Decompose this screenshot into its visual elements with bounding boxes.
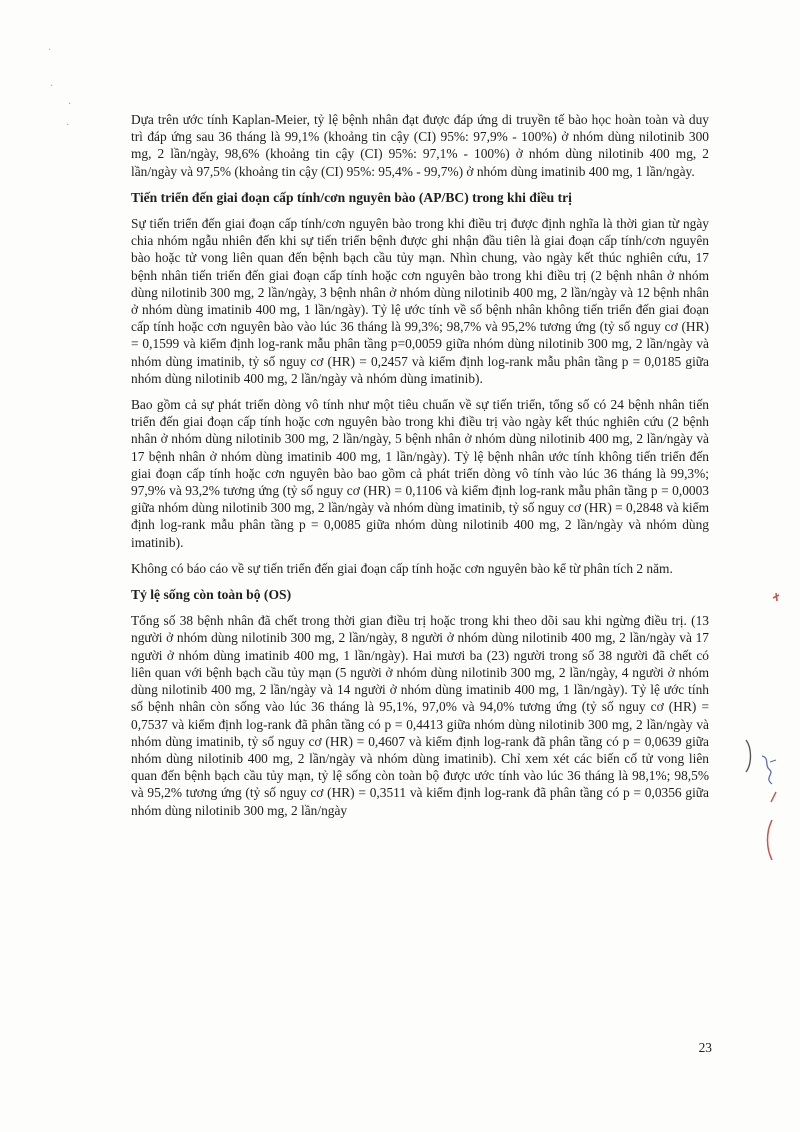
handwritten-mark-red-2 — [768, 790, 780, 804]
handwritten-bracket-red — [764, 818, 776, 862]
paragraph-overall-survival: Tổng số 38 bệnh nhân đã chết trong thời gian điều trị hoặc trong khi theo dõi sau khi ngừng điều trị. (13 người ở nhóm dùng nilotinib 300 mg, 2 lần/ngày, 8 người ở nhóm dùng nilotinib 400 mg, 2 lần/ngày và 17 người ở nhóm dùng imatinib 400 mg, 1 lần/ngày). Hai mươi ba (23) người trong số 38 người đã chết có liên quan với bệnh bạch cầu tủy mạn (5 người ở nhóm dùng nilotinib 300 mg, 2 lần/ngày, 4 người ở nhóm dùng nilotinib 400 mg, 2 lần/ngày và 14 người ở nhóm dùng imatinib 400 mg, 1 lần/ngày). Tỷ lệ ước tính số bệnh nhân còn sống vào lúc 36 tháng là 95,1%, 97,0% và 94,0% tương ứng (tỷ số nguy cơ (HR) = 0,7537 và kiểm định log-rank đã phân tầng có p = 0,4413 giữa nhóm dùng nilotinib 300 mg, 2 lần/ngày và nhóm dùng imatinib, tỷ số nguy cơ (HR) = 0,4607 và kiểm định log-rank đã phân tầng có p = 0,0639 giữa nhóm dùng nilotinib 400 mg, 2 lần/ngày và nhóm dùng imatinib). Chỉ xem xét các biến cố tử vong liên quan đến bệnh bạch cầu tủy mạn, tỷ lệ sống còn toàn bộ được ước tính vào lúc 36 tháng là 98,1%; 98,5% và 95,2% tương ứng (tỷ số nguy cơ (HR) = 0,3511 và kiểm định log-rank đã phân tầng có p = 0,0356 giữa nhóm dùng nilotinib 300 mg, 2 lần/ngày — [131, 613, 709, 818]
page-number: 23 — [698, 1040, 712, 1055]
paragraph-km-response: Dựa trên ước tính Kaplan-Meier, tỷ lệ bệnh nhân đạt được đáp ứng di truyền tế bào học hoàn toàn và duy trì đáp ứng sau 36 tháng là 99,1% (khoảng tin cậy (CI) 95%: 97,9% - 100%) ở nhóm dùng nilotinib 300 mg, 2 lần/ngày, 98,6% (khoảng tin cậy (CI) 95%: 97,1% - 100%) ở nhóm dùng nilotinib 400 mg, 2 lần/ngày và 97,5% (khoảng tin cậy (CI) 95%: 95,4% - 99,7%) ở nhóm dùng imatinib 400 mg, 1 lần/ngày. — [131, 112, 709, 179]
document-body — [131, 111, 709, 828]
margin-mark-left-4: · — [66, 120, 70, 131]
heading-ap-bc-progression: Tiến triển đến giai đoạn cấp tính/cơn nguyên bào (AP/BC) trong khi điều trị — [131, 189, 572, 205]
handwritten-bracket-mark — [742, 738, 756, 774]
handwritten-mark-red-1 — [770, 590, 784, 604]
heading-overall-survival: Tỷ lệ sống còn toàn bộ (OS) — [131, 587, 292, 603]
margin-mark-left-2: · — [50, 81, 54, 92]
handwritten-initials-mark — [758, 752, 780, 788]
paragraph-progression-definition: Sự tiến triển đến giai đoạn cấp tính/cơn nguyên bào trong khi điều trị được định nghĩa là thời gian từ ngày chia nhóm ngẫu nhiên đến khi sự tiến triển bệnh được ghi nhận đầu tiên là giai đoạn cấp tính/cơn nguyên bào hoặc tử vong liên quan đến bệnh bạch cầu tủy mạn. Nhìn chung, vào ngày kết thúc nghiên cứu, 17 bệnh nhân tiến triển đến giai đoạn cấp tính hoặc cơn nguyên bào trong khi điều trị (2 bệnh nhân ở nhóm dùng nilotinib 300 mg, 2 lần/ngày, 3 bệnh nhân ở nhóm dùng nilotinib 400 mg, 2 lần/ngày và 12 bệnh nhân ở nhóm dùng imatinib 400 mg, 1 lần/ngày). Tỷ lệ ước tính về số bệnh nhân không tiến triển đến giai đoạn cấp tính hoặc cơn nguyên bào vào lúc 36 tháng là 99,3%; 98,7% và 95,2% tương ứng (tỷ số nguy cơ (HR) = 0,1599 và kiểm định log-rank mẫu phân tầng p=0,0059 giữa nhóm dùng nilotinib 300 mg, 2 lần/ngày và nhóm dùng imatinib, tỷ số nguy cơ (HR) = 0,2457 và kiểm định log-rank mẫu phân tầng p = 0,0185 giữa nhóm dùng nilotinib 400 mg, 2 lần/ngày và nhóm dùng imatinib). — [131, 216, 709, 386]
paragraph-no-progression-report: Không có báo cáo về sự tiến triển đến giai đoạn cấp tính hoặc cơn nguyên bào kể từ phân tích 2 năm. — [131, 560, 673, 576]
margin-mark-left-3: · — [68, 99, 72, 110]
paragraph-clonal-evolution: Bao gồm cả sự phát triển dòng vô tính như một tiêu chuẩn về sự tiến triển, tổng số có 24 bệnh nhân tiến triển đến giai đoạn cấp tính hoặc cơn nguyên bào trong khi điều trị vào ngày kết thúc nghiên cứu (2 bệnh nhân ở nhóm dùng nilotinib 300 mg, 2 lần/ngày, 5 bệnh nhân ở nhóm dùng nilotinib 400 mg, 2 lần/ngày và 17 bệnh nhân ở nhóm dùng imatinib 400 mg, 1 lần/ngày). Tỷ lệ bệnh nhân ước tính không tiến triển đến giai đoạn cấp tính hoặc cơn nguyên bào bao gồm cả phát triển dòng vô tính vào lúc 36 tháng là 99,3%; 97,9% và 93,2% tương ứng (tỷ số nguy cơ (HR) = 0,1106 và kiểm định log-rank mẫu phân tầng p = 0,0003 giữa nhóm dùng nilotinib 300 mg, 2 lần/ngày và nhóm dùng imatinib, tỷ số nguy cơ (HR) = 0,2848 và kiểm định log-rank mẫu phân tầng p = 0,0085 giữa nhóm dùng nilotinib 400 mg, 2 lần/ngày và nhóm dùng imatinib). — [131, 397, 709, 550]
margin-mark-left-1: · — [48, 45, 52, 56]
